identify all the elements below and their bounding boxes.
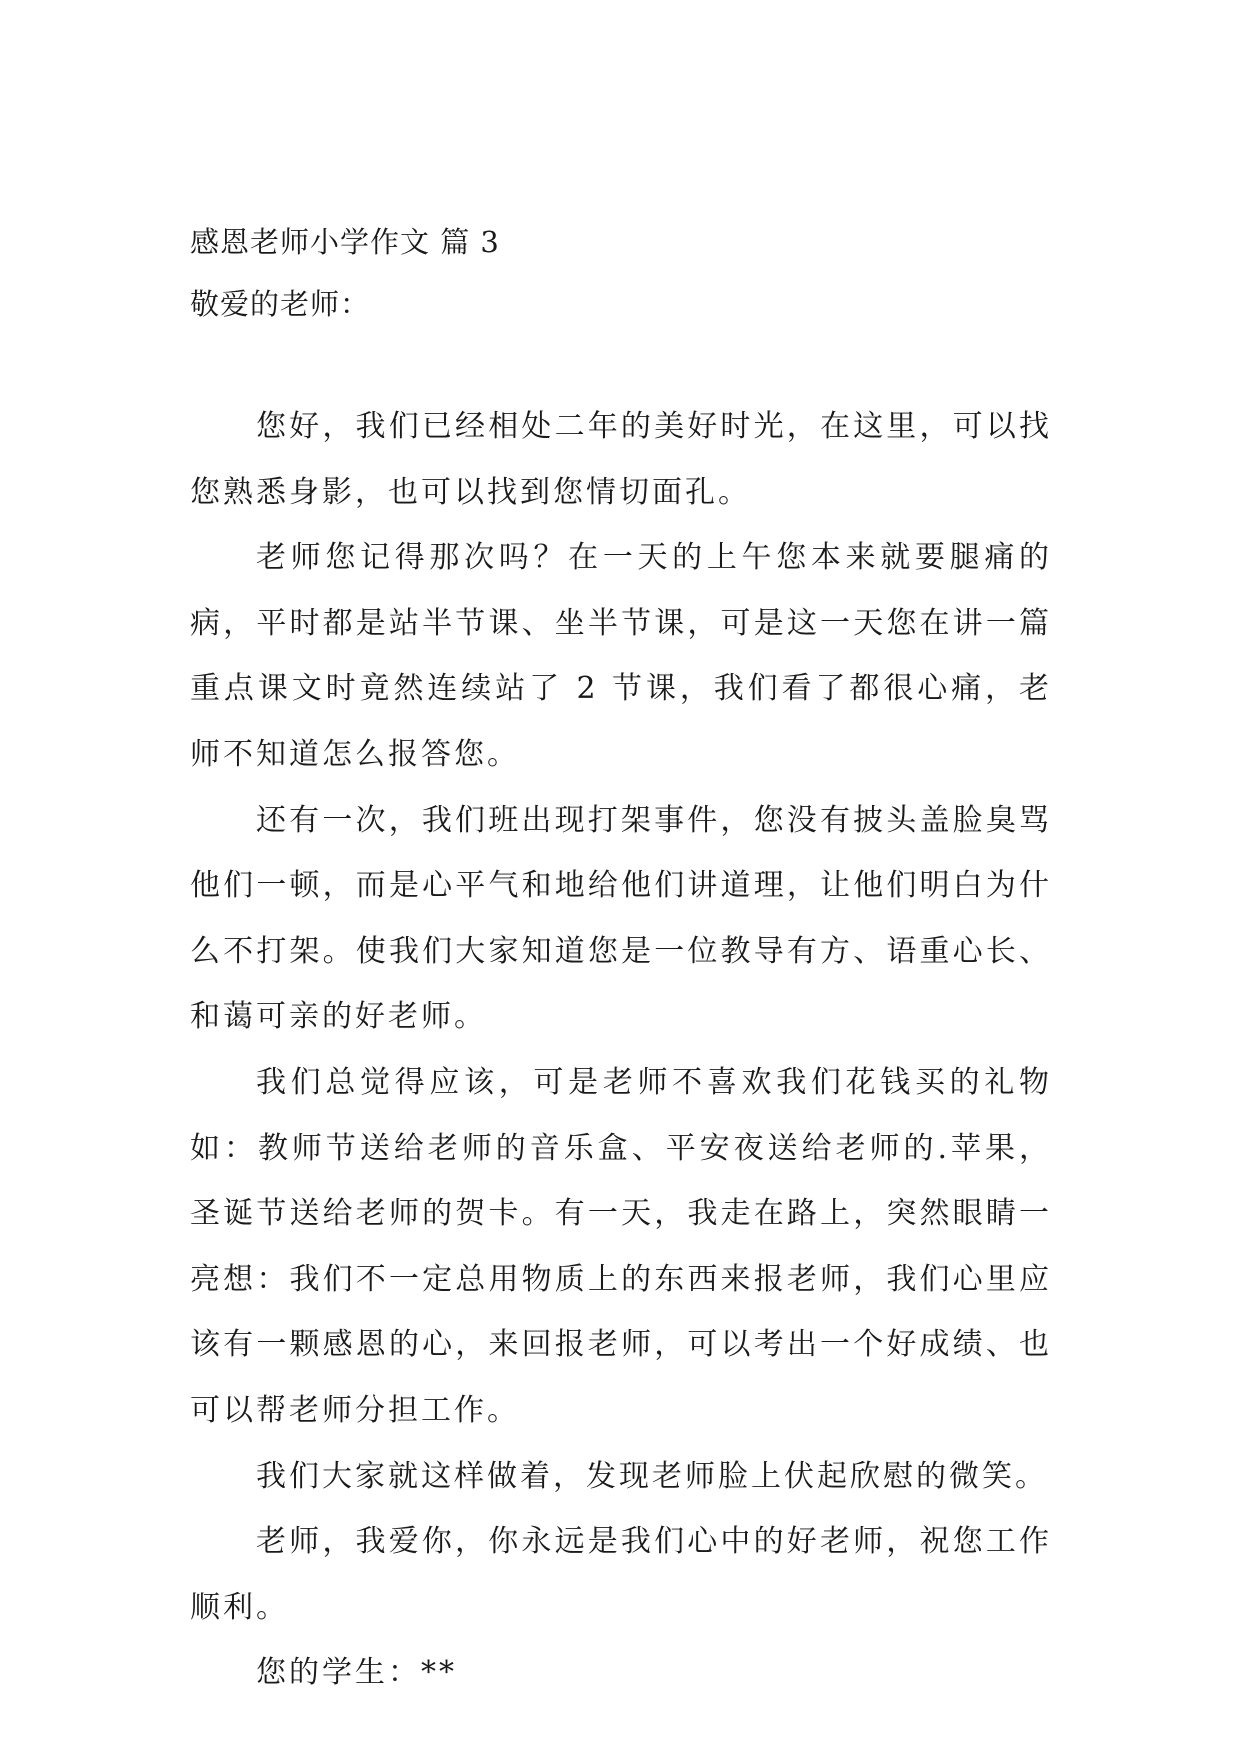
paragraph-memory: 老师您记得那次吗？在一天的上午您本来就要腿痛的病，平时都是站半节课、坐半节课，可是这一天您在讲一篇重点课文时竟然连续站了 2 节课，我们看了都很心痛，老师不知道怎么报答您。: [190, 540, 1052, 772]
paragraph-wish: 老师，我爱你，你永远是我们心中的好老师，祝您工作顺利。: [190, 1524, 1052, 1625]
paragraph-smile: 我们大家就这样做着，发现老师脸上伏起欣慰的微笑。: [256, 1458, 1048, 1494]
paragraph-greeting: 您好，我们已经相处二年的美好时光，在这里，可以找您熟悉身影，也可以找到您情切面孔。: [190, 409, 1052, 510]
salutation: 敬爱的老师：: [190, 287, 371, 321]
signature: 您的学生：**: [256, 1655, 457, 1691]
paragraph-gifts: 我们总觉得应该，可是老师不喜欢我们花钱买的礼物如：教师节送给老师的音乐盒、平安夜送给老师的.苹果，圣诞节送给老师的贺卡。有一天，我走在路上，突然眼睛一亮想：我们不一定总用物质上的东西来报老师，我们心里应该有一颗感恩的心，来回报老师，可以考出一个好成绩、也可以帮老师分担工作。: [190, 1064, 1052, 1428]
paragraph-fight-incident: 还有一次，我们班出现打架事件，您没有披头盖脸臭骂他们一顿，而是心平气和地给他们讲道理，让他们明白为什么不打架。使我们大家知道您是一位教导有方、语重心长、和蔼可亲的好老师。: [190, 802, 1052, 1035]
letter-body: [190, 394, 1052, 1706]
document-title: 感恩老师小学作文 篇 3: [190, 225, 500, 259]
